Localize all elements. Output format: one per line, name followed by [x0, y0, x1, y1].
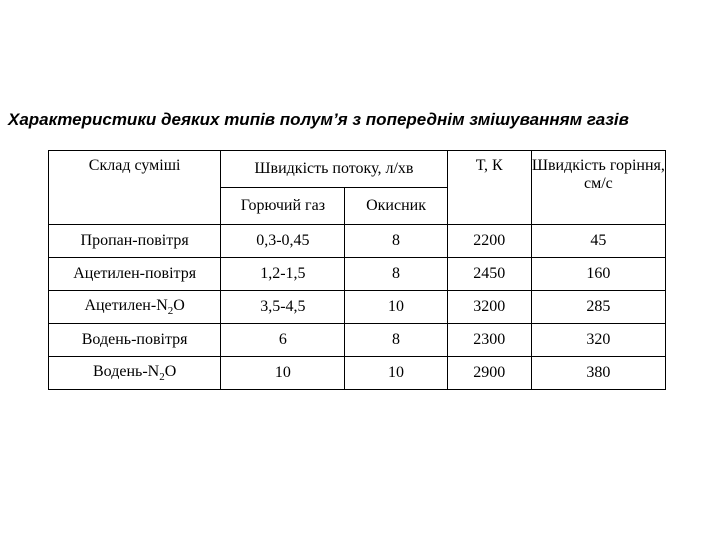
- cell-composition: Водень-повітря: [49, 324, 221, 357]
- table-row: [49, 357, 666, 390]
- header-fuel-gas: Горючий газ: [221, 188, 345, 225]
- cell-composition: Пропан-повітря: [49, 225, 221, 258]
- cell-composition: [49, 357, 221, 390]
- flame-characteristics-table: [48, 150, 666, 390]
- table-row: [49, 225, 666, 258]
- cell-fuel-gas: 10: [221, 357, 345, 390]
- cell-burning-speed: 320: [531, 324, 665, 357]
- page-title: Характеристики деяких типів полум’я з попереднім змішуванням газів: [8, 110, 629, 129]
- composition-tail: O: [173, 296, 185, 314]
- cell-oxidizer: 10: [345, 291, 447, 324]
- composition-subscript: 2: [159, 371, 165, 384]
- cell-burning-speed: 45: [531, 225, 665, 258]
- cell-oxidizer: 8: [345, 225, 447, 258]
- cell-burning-speed: 380: [531, 357, 665, 390]
- header-burning-speed: Швидкість горіння, см/с: [531, 151, 665, 225]
- cell-oxidizer: 10: [345, 357, 447, 390]
- composition-base: Ацетилен-N: [84, 296, 168, 314]
- cell-fuel-gas: 6: [221, 324, 345, 357]
- cell-composition: [49, 291, 221, 324]
- header-oxidizer: Окисник: [345, 188, 447, 225]
- cell-temperature: 2900: [447, 357, 531, 390]
- composition-tail: O: [164, 362, 177, 380]
- cell-oxidizer: 8: [345, 258, 447, 291]
- table-header-row: [49, 151, 666, 188]
- cell-fuel-gas: 3,5-4,5: [221, 291, 345, 324]
- header-composition: Склад суміші: [49, 151, 221, 225]
- cell-temperature: 2300: [447, 324, 531, 357]
- cell-composition: Ацетилен-повітря: [49, 258, 221, 291]
- cell-oxidizer: 8: [345, 324, 447, 357]
- header-temperature: Т, К: [447, 151, 531, 225]
- header-flow-rate: Швидкість потоку, л/хв: [221, 151, 447, 188]
- cell-burning-speed: 285: [531, 291, 665, 324]
- cell-fuel-gas: 1,2-1,5: [221, 258, 345, 291]
- cell-temperature: 2450: [447, 258, 531, 291]
- composition-subscript: 2: [167, 305, 174, 318]
- cell-temperature: 2200: [447, 225, 531, 258]
- table-row: [49, 324, 666, 357]
- cell-temperature: 3200: [447, 291, 531, 324]
- cell-fuel-gas: 0,3-0,45: [221, 225, 345, 258]
- cell-burning-speed: 160: [531, 258, 665, 291]
- table-row: [49, 291, 666, 324]
- table-row: [49, 258, 666, 291]
- composition-base: Водень-N: [93, 362, 160, 380]
